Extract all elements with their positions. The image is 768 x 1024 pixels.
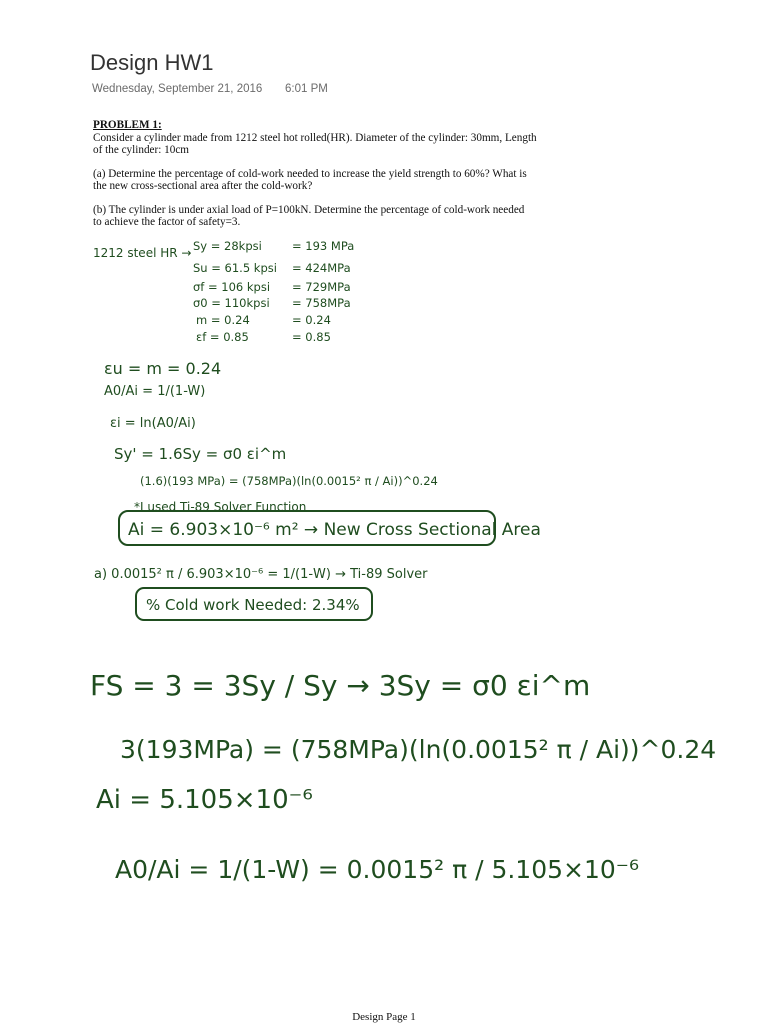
props-left-column <box>193 239 277 344</box>
eq-substitution: (1.6)(193 MPa) = (758MPa)(ln(0.0015² π / Ai))^0.24 <box>140 474 438 488</box>
eq-eu: εu = m = 0.24 <box>104 359 222 378</box>
prop-m-value: = 0.24 <box>292 313 331 327</box>
page-time: 6:01 PM <box>285 83 328 95</box>
eq-part-a: a) 0.0015² π / 6.903×10⁻⁶ = 1/(1-W) → Ti-89 Solver <box>94 567 428 582</box>
part-b-line1: (b) The cylinder is under axial load of P=100kN. Determine the percentage of cold-work needed <box>93 203 525 216</box>
area-answer: Ai = 6.903×10⁻⁶ m² → New Cross Sectional Area <box>128 520 541 540</box>
solver-note: *I used Ti-89 Solver Function <box>134 500 307 514</box>
eq-three-sy: 3(193MPa) = (758MPa)(ln(0.0015² π / Ai))^0.24 <box>120 735 717 764</box>
eq-final-ratio: A0/Ai = 1/(1-W) = 0.0015² π / 5.105×10⁻⁶ <box>115 855 639 884</box>
cold-work-answer: % Cold work Needed: 2.34% <box>146 596 360 614</box>
part-a-line2: the new cross-sectional area after the cold-work? <box>93 180 313 192</box>
eq-ei: εi = ln(A0/Ai) <box>110 416 196 431</box>
part-b-line2: to achieve the factor of safety=3. <box>93 216 241 228</box>
prop-label: 1212 steel HR → <box>93 246 192 260</box>
prop-su: Su = 61.5 kpsi <box>193 261 277 275</box>
prop-sigma-0: σ0 = 110kpsi <box>193 296 270 310</box>
prop-sigma-f-mpa: = 729MPa <box>292 280 351 294</box>
part-a-line1: (a) Determine the percentage of cold-work needed to increase the yield strength to 60%? What is <box>93 167 527 180</box>
page-title: Design HW1 <box>90 50 214 75</box>
eq-ai-second: Ai = 5.105×10⁻⁶ <box>96 785 313 815</box>
prop-sy: Sy = 28kpsi <box>193 239 262 253</box>
props-right-column <box>292 239 354 344</box>
eq-area-ratio: A0/Ai = 1/(1-W) <box>104 384 206 399</box>
prop-sigma-f: σf = 106 kpsi <box>193 280 271 294</box>
page-date: Wednesday, September 21, 2016 <box>92 83 263 95</box>
problem-heading: PROBLEM 1: <box>93 119 162 131</box>
problem-intro-line1: Consider a cylinder made from 1212 steel hot rolled(HR). Diameter of the cylinder: 30mm, Length <box>93 131 537 144</box>
problem-intro-line2: of the cylinder: 10cm <box>93 144 189 156</box>
eq-sy-prime: Sy' = 1.6Sy = σ0 εi^m <box>114 445 287 463</box>
eq-factor-of-safety: FS = 3 = 3Sy / Sy → 3Sy = σ0 εi^m <box>90 669 591 702</box>
prop-sy-mpa: = 193 MPa <box>292 239 355 253</box>
prop-m: m = 0.24 <box>196 313 250 327</box>
prop-su-mpa: = 424MPa <box>292 261 351 275</box>
page-footer: Design Page 1 <box>352 1011 416 1023</box>
prop-sigma-0-mpa: = 758MPa <box>292 296 351 310</box>
prop-ef: εf = 0.85 <box>196 330 249 344</box>
prop-ef-value: = 0.85 <box>292 330 331 344</box>
